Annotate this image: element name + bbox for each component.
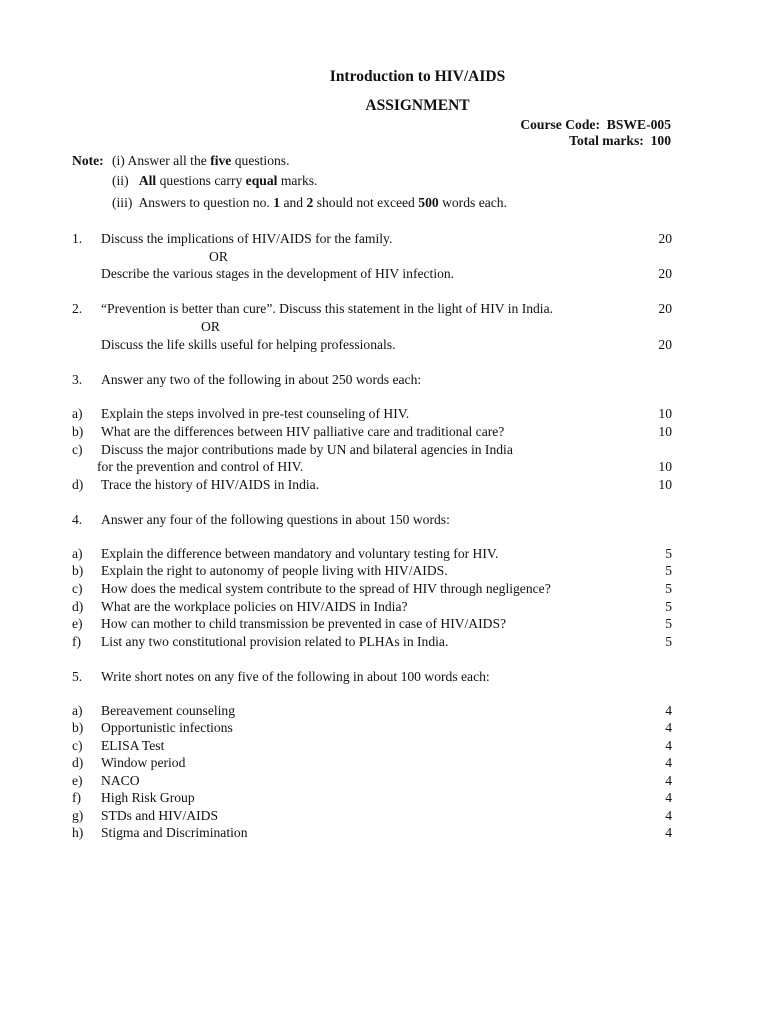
q3-item-marks: 10 — [658, 406, 672, 421]
course-code-line — [520, 118, 671, 132]
q3-item-text: Discuss the major contributions made by UN and bilateral agencies in India — [101, 442, 513, 457]
q3-item-text-continued: for the prevention and control of HIV. — [97, 459, 304, 474]
assignment-heading: ASSIGNMENT — [365, 97, 470, 114]
note-iii-text: Answers to question no. — [138, 195, 270, 210]
q3-text: Answer any two of the following in about 250 words each: — [101, 372, 422, 387]
q4-item-text: What are the workplace policies on HIV/AIDS in India? — [101, 599, 408, 614]
note-ii-number: (ii) — [112, 173, 129, 188]
q3-number: 3. — [72, 372, 83, 387]
q5-item-marks: 4 — [665, 738, 672, 753]
total-marks-line — [569, 134, 671, 148]
total-marks-label: Total marks: — [569, 133, 644, 148]
note-ii-bold-all: All — [138, 173, 157, 188]
q5-item-label: g) — [72, 808, 84, 823]
q4-item-marks: 5 — [665, 546, 672, 561]
q4-item-text: How can mother to child transmission be prevented in case of HIV/AIDS? — [101, 616, 507, 631]
q4-item-marks: 5 — [665, 599, 672, 614]
q4-item-label: f) — [72, 634, 82, 649]
q5-item-marks: 4 — [665, 720, 672, 735]
q5-item-text: NACO — [101, 773, 140, 788]
q5-item-marks: 4 — [665, 703, 672, 718]
q5-text: Write short notes on any five of the following in about 100 words each: — [101, 669, 490, 684]
q3-item-text: What are the differences between HIV palliative care and traditional care? — [101, 424, 505, 439]
note-ii-bold-equal: equal — [245, 173, 278, 188]
q2-or: OR — [201, 319, 220, 334]
q4-text: Answer any four of the following questions in about 150 words: — [101, 512, 450, 527]
note-iii-and: and — [283, 195, 304, 210]
q3-item-marks: 10 — [658, 477, 672, 492]
q4-item-label: e) — [72, 616, 83, 631]
note-iii-number: (iii) — [112, 195, 133, 210]
q4-item-label: c) — [72, 581, 83, 596]
q5-item-text: Bereavement counseling — [101, 703, 235, 718]
q3-item-label: d) — [72, 477, 84, 492]
q4-item-label: b) — [72, 563, 84, 578]
course-code-label: Course Code: — [520, 117, 600, 132]
q5-item-text: Window period — [101, 755, 186, 770]
note-iii-text-end: words each. — [442, 195, 507, 210]
q1-marks: 20 — [658, 231, 672, 246]
course-code-value: BSWE-005 — [606, 117, 671, 132]
q3-item-text: Explain the steps involved in pre-test counseling of HIV. — [101, 406, 410, 421]
note-iii-text-mid: should not exceed — [316, 195, 415, 210]
note-i-text: Answer all the — [127, 153, 207, 168]
q5-item-marks: 4 — [665, 773, 672, 788]
q5-number: 5. — [72, 669, 83, 684]
q2-marks: 20 — [658, 301, 672, 316]
note-item-ii — [112, 174, 317, 188]
q5-item-label: c) — [72, 738, 83, 753]
q5-item-marks: 4 — [665, 790, 672, 805]
q2-alt-marks: 20 — [658, 337, 672, 352]
total-marks-value: 100 — [650, 133, 671, 148]
q4-item-text: List any two constitutional provision related to PLHAs in India. — [101, 634, 449, 649]
q4-item-label: a) — [72, 546, 83, 561]
q1-text: Discuss the implications of HIV/AIDS for the family. — [101, 231, 393, 246]
q3-item-marks: 10 — [658, 459, 672, 474]
note-i-number: (i) — [112, 153, 125, 168]
note-label: Note: — [72, 153, 104, 168]
q2-text: “Prevention is better than cure”. Discuss this statement in the light of HIV in India. — [101, 301, 554, 316]
q4-item-text: Explain the difference between mandatory and voluntary testing for HIV. — [101, 546, 499, 561]
note-ii-text: questions carry — [159, 173, 243, 188]
q1-or: OR — [209, 249, 228, 264]
q3-item-marks: 10 — [658, 424, 672, 439]
note-i-text-end: questions. — [234, 153, 290, 168]
q1-number: 1. — [72, 231, 83, 246]
q5-item-label: h) — [72, 825, 84, 840]
note-item-i — [112, 154, 290, 168]
q1-alt-text: Describe the various stages in the development of HIV infection. — [101, 266, 455, 281]
q2-number: 2. — [72, 301, 83, 316]
q4-item-text: Explain the right to autonomy of people living with HIV/AIDS. — [101, 563, 448, 578]
note-i-bold: five — [210, 153, 232, 168]
q4-number: 4. — [72, 512, 83, 527]
q5-item-marks: 4 — [665, 808, 672, 823]
q5-item-label: d) — [72, 755, 84, 770]
q5-item-text: STDs and HIV/AIDS — [101, 808, 219, 823]
q4-item-marks: 5 — [665, 563, 672, 578]
q5-item-text: Stigma and Discrimination — [101, 825, 248, 840]
q5-item-marks: 4 — [665, 825, 672, 840]
q5-item-label: b) — [72, 720, 84, 735]
q1-alt-marks: 20 — [658, 266, 672, 281]
note-ii-text-end: marks. — [280, 173, 318, 188]
q4-item-text: How does the medical system contribute to the spread of HIV through negligence? — [101, 581, 551, 596]
q4-item-marks: 5 — [665, 581, 672, 596]
q3-item-label: c) — [72, 442, 83, 457]
note-iii-bold-500: 500 — [418, 195, 439, 210]
q4-item-marks: 5 — [665, 616, 672, 631]
q5-item-label: e) — [72, 773, 83, 788]
q4-item-label: d) — [72, 599, 84, 614]
q5-item-label: a) — [72, 703, 83, 718]
q4-item-marks: 5 — [665, 634, 672, 649]
q5-item-text: High Risk Group — [101, 790, 195, 805]
q5-item-label: f) — [72, 790, 82, 805]
q5-item-text: ELISA Test — [101, 738, 165, 753]
q2-alt-text: Discuss the life skills useful for helping professionals. — [101, 337, 396, 352]
q5-item-text: Opportunistic infections — [101, 720, 233, 735]
q3-item-label: b) — [72, 424, 84, 439]
q3-item-label: a) — [72, 406, 83, 421]
document-title: Introduction to HIV/AIDS — [329, 68, 506, 85]
note-iii-bold-1: 1 — [273, 195, 281, 210]
q3-item-text: Trace the history of HIV/AIDS in India. — [101, 477, 320, 492]
note-item-iii — [112, 196, 507, 210]
q5-item-marks: 4 — [665, 755, 672, 770]
note-iii-bold-2: 2 — [306, 195, 314, 210]
